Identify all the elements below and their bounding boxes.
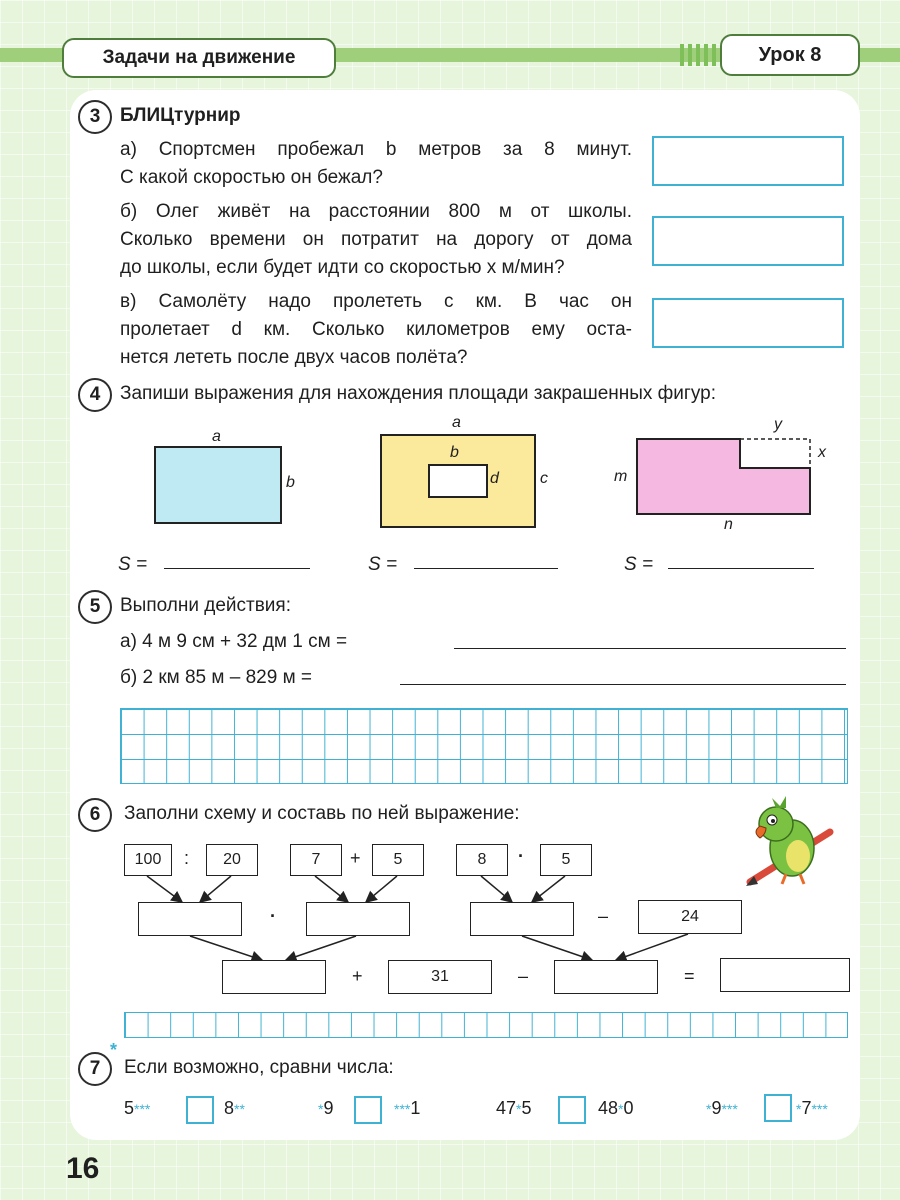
compare-box-1[interactable] xyxy=(186,1096,214,1124)
scheme-op-minus-2: – xyxy=(518,966,529,986)
s-label-1: S = xyxy=(118,554,148,575)
scheme-empty-box-1[interactable] xyxy=(138,902,242,936)
scheme-op-plus: + xyxy=(350,848,361,868)
task-7-number: 7 xyxy=(78,1052,112,1086)
task-3-number: 3 xyxy=(78,100,112,134)
compare-box-4[interactable] xyxy=(764,1094,792,1122)
task-3a-line1: а) Спортсмен пробежал b метров за 8 минут. xyxy=(120,139,632,160)
compare-right-1: 8** xyxy=(224,1098,245,1118)
task-3a-line2: С какой скоростью он бежал? xyxy=(120,167,383,188)
task-5-title: Выполни действия: xyxy=(120,595,291,616)
task-3b-line1: б) Олег живёт на расстоянии 800 м от школы. xyxy=(120,201,632,222)
page-number: 16 xyxy=(66,1152,100,1185)
fig1-label-b: b xyxy=(286,474,295,491)
scheme-op-minus: – xyxy=(598,906,609,926)
s-label-3: S = xyxy=(624,554,654,575)
fig3-label-y: y xyxy=(774,416,782,433)
scheme-empty-box-2[interactable] xyxy=(306,902,410,936)
fig2-label-d: d xyxy=(490,470,499,487)
scheme-box-5b: 5 xyxy=(540,844,592,876)
scheme-box-5a: 5 xyxy=(372,844,424,876)
scheme-empty-box-5[interactable] xyxy=(554,960,658,994)
scheme-box-7: 7 xyxy=(290,844,342,876)
fig2-label-a: a xyxy=(452,414,461,431)
scheme-op-times: · xyxy=(518,846,524,866)
compare-right-4: *7*** xyxy=(796,1098,828,1118)
scheme-box-100: 100 xyxy=(124,844,172,876)
task-3b-line2: Сколько времени он потратит на дорогу от дома xyxy=(120,229,632,250)
task-3c-line3: нется лететь после двух часов полёта? xyxy=(120,347,468,368)
fig1-label-a: a xyxy=(212,428,221,445)
challenge-star-icon: * xyxy=(110,1040,118,1060)
task-5-number: 5 xyxy=(78,590,112,624)
fig3-label-m: m xyxy=(614,468,628,485)
scheme-box-8: 8 xyxy=(456,844,508,876)
compare-left-2: *9 xyxy=(318,1098,334,1118)
task-3b-line3: до школы, если будет идти со скоростью x м/мин? xyxy=(120,257,565,278)
task-4-title: Запиши выражения для нахождения площади закрашенных фигур: xyxy=(120,383,716,404)
scheme-op-plus-2: + xyxy=(352,966,363,986)
expression-grid[interactable] xyxy=(124,1012,848,1038)
fig3-label-x: x xyxy=(818,444,826,461)
task-5b-expression: б) 2 км 85 м – 829 м = xyxy=(120,667,313,688)
scheme-box-31: 31 xyxy=(388,960,492,994)
scheme-op-divide: : xyxy=(184,848,190,868)
compare-left-3: 47*5 xyxy=(496,1098,532,1118)
task-5a-expression: а) 4 м 9 см + 32 дм 1 см = xyxy=(120,631,348,652)
compare-box-2[interactable] xyxy=(354,1096,382,1124)
compare-right-3: 48*0 xyxy=(598,1098,634,1118)
fig2-label-b: b xyxy=(450,444,459,461)
scheme-box-24: 24 xyxy=(638,900,742,934)
scheme-op-equals: = xyxy=(684,966,695,986)
scheme-box-20: 20 xyxy=(206,844,258,876)
task-7-title: Если возможно, сравни числа: xyxy=(124,1057,394,1078)
task-6-number: 6 xyxy=(78,798,112,832)
lesson-label: Урок 8 xyxy=(720,34,860,76)
compare-left-1: 5*** xyxy=(124,1098,151,1118)
task-3c-line2: пролетает d км. Сколько километров ему оста- xyxy=(120,319,632,340)
scheme-result-box[interactable] xyxy=(720,958,850,992)
scheme-op-times-2: · xyxy=(270,906,276,926)
scheme-empty-box-4[interactable] xyxy=(222,960,326,994)
fig3-label-n: n xyxy=(724,516,733,533)
topic-label: Задачи на движение xyxy=(62,38,336,78)
compare-box-3[interactable] xyxy=(558,1096,586,1124)
fig2-label-c: c xyxy=(540,470,548,487)
compare-left-4: *9*** xyxy=(706,1098,738,1118)
task-3-title: БЛИЦтурнир xyxy=(120,105,241,126)
compare-right-2: ***1 xyxy=(394,1098,421,1118)
task-3c-line1: в) Самолёту надо пролететь c км. В час он xyxy=(120,291,632,312)
task-6-title: Заполни схему и составь по ней выражение: xyxy=(124,803,520,824)
task-4-number: 4 xyxy=(78,378,112,412)
s-label-2: S = xyxy=(368,554,398,575)
scheme-empty-box-3[interactable] xyxy=(470,902,574,936)
